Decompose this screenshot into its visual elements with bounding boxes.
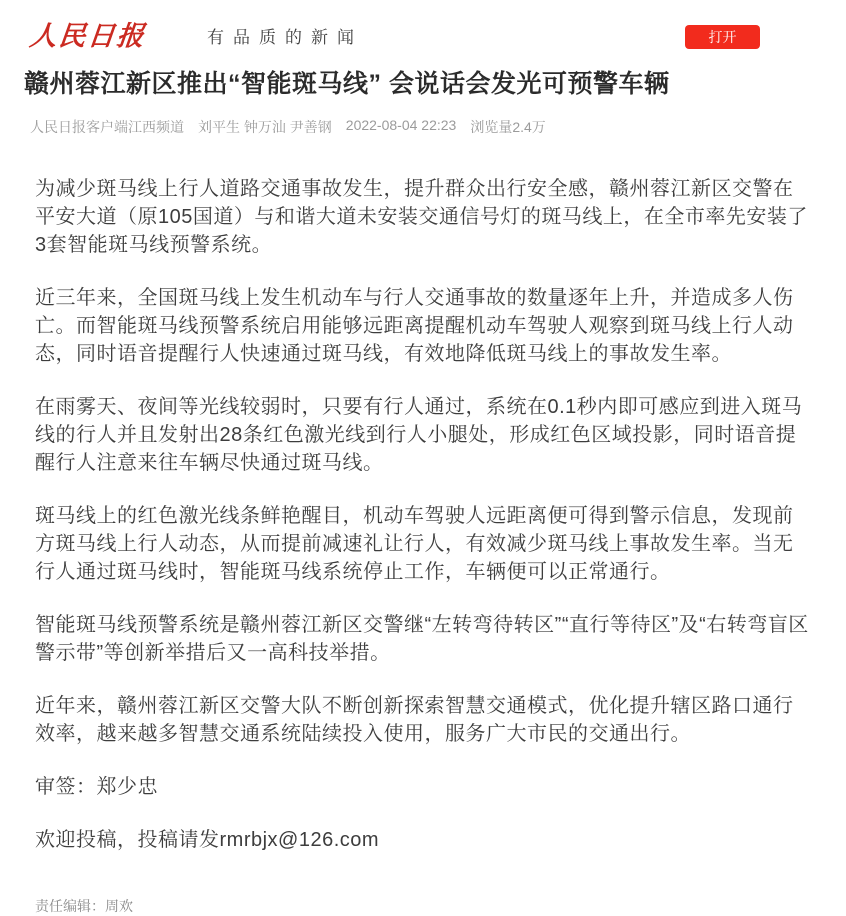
byline-source: 人民日报客户端江西频道 [30,119,184,135]
paragraph: 为减少斑马线上行人道路交通事故发生，提升群众出行安全感，赣州蓉江新区交警在平安大道（原105国道）与和谐大道未安装交通信号灯的斑马线上，在全市率先安装了3套智能斑马线预警系统。 [35,178,808,256]
paragraph: 智能斑马线预警系统是赣州蓉江新区交警继“左转弯待转区”“直行等待区”及“右转弯盲区警示带”等创新举措后又一高科技举措。 [35,614,809,664]
paragraph: 斑马线上的红色激光线条鲜艳醒目，机动车驾驶人远距离便可得到警示信息，发现前方斑马线上行人动态，从而提前减速礼让行人，有效减少斑马线上事故发生率。当无行人通过斑马线时，智能斑马线系统停止工作，车辆便可以正常通行。 [35,505,794,583]
open-app-button[interactable]: 打开 [685,25,760,49]
paragraph: 近三年来，全国斑马线上发生机动车与行人交通事故的数量逐年上升，并造成多人伤亡。而智能斑马线预警系统启用能够远距离提醒机动车驾驶人观察到斑马线上行人动态，同时语音提醒行人快速通过斑马线，有效地降低斑马线上的事故发生率。 [35,287,794,365]
article-body [35,175,810,854]
submission-line: 欢迎投稿，投稿请发rmrbjx@126.com [35,829,380,851]
signoff-line: 审签：郑少忠 [35,776,158,798]
byline-datetime: 2022-08-04 22:23 [345,117,457,133]
byline [30,117,810,137]
byline-views: 浏览量2.4万 [470,119,546,135]
page-footer [35,896,846,916]
brand-tagline: 有品质的新闻 [207,28,363,47]
editor-line: 责任编辑：周欢 [35,898,133,914]
article-title: 赣州蓉江新区推出“智能斑马线” 会说话会发光可预警车辆 [24,70,670,98]
paragraph: 近年来，赣州蓉江新区交警大队不断创新探索智慧交通模式，优化提升辖区路口通行效率，越来越多智慧交通系统陆续投入使用，服务广大市民的交通出行。 [35,695,794,745]
peoples-daily-logo[interactable]: 人民日报 [28,21,148,52]
byline-authors: 刘平生 钟万汕 尹善钢 [198,119,332,135]
article [0,68,846,854]
header [0,0,846,58]
paragraph: 在雨雾天、夜间等光线较弱时，只要有行人通过，系统在0.1秒内即可感应到进入斑马线的行人并且发射出28条红色激光线到行人小腿处，形成红色区域投影，同时语音提醒行人注意来往车辆尽快通过斑马线。 [35,396,803,474]
